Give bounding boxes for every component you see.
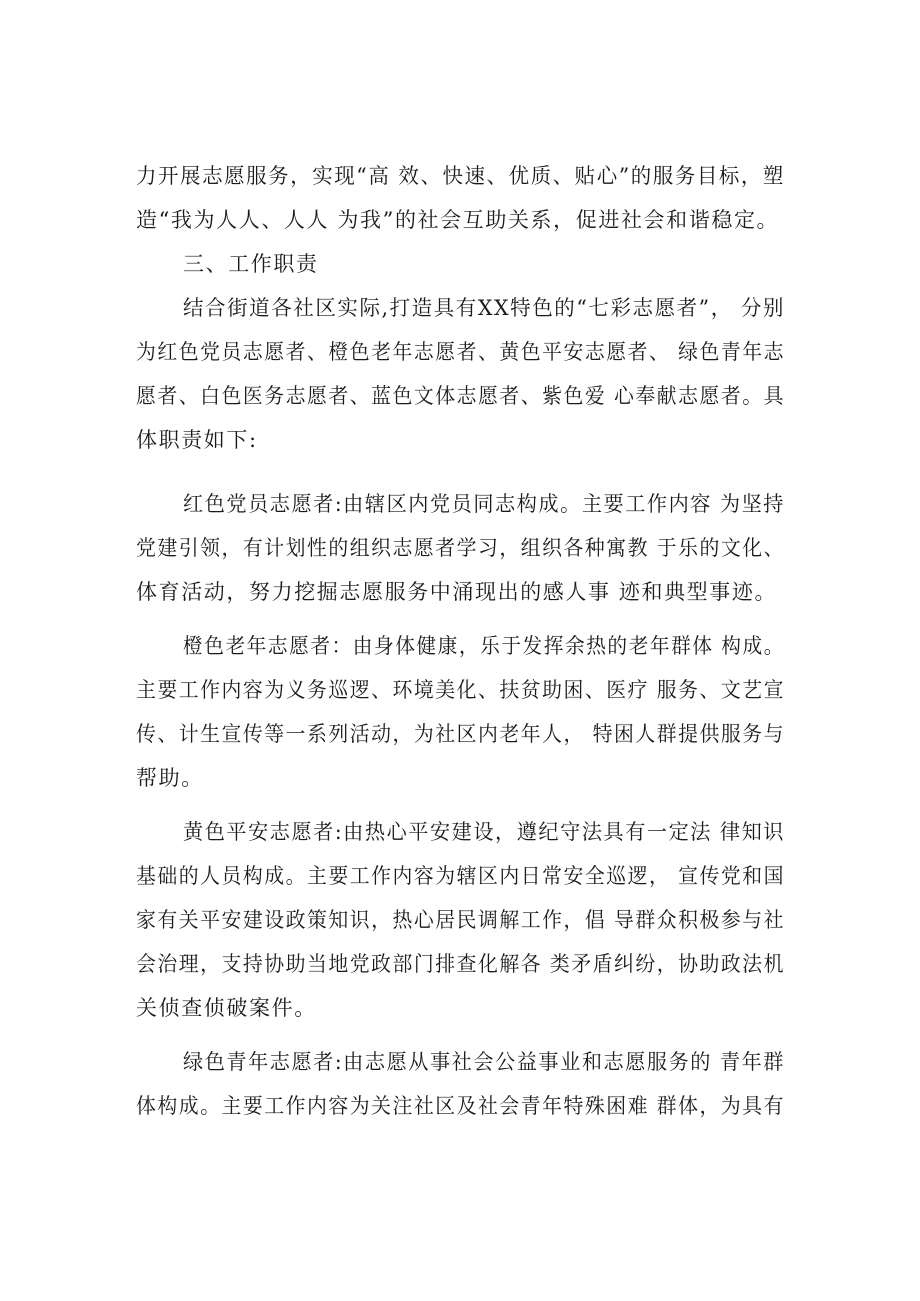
text-line: 黄色平安志愿者:由热心平安建设，遵纪守法具有一定法 律知识 [183,820,786,844]
section-heading: 三、工作职责 [183,252,319,276]
text-line: 党建引领，有计划性的组织志愿者学习，组织各种寓教 于乐的文化、 [136,536,786,560]
text-line: 为红色党员志愿者、橙色老年志愿者、黄色平安志愿者、 绿色青年志 [136,340,786,364]
text-line: 帮助。 [136,766,204,790]
text-line: 结合街道各社区实际,打造具有XX特色的“七彩志愿者”， 分别 [183,296,785,320]
text-line: 会治理，支持协助当地党政部门排查化解各 类矛盾纠纷，协助政法机 [136,952,786,976]
text-line: 力开展志愿服务，实现“高 效、快速、优质、贴心”的服务目标，塑 [136,164,785,188]
text-line: 红色党员志愿者:由辖区内党员同志构成。主要工作内容 为坚持 [183,492,786,516]
text-line: 关侦查侦破案件。 [136,996,317,1020]
text-line: 基础的人员构成。主要工作内容为辖区内日常安全巡逻， 宣传党和国 [136,864,786,888]
text-line: 体构成。主要工作内容为关注社区及社会青年特殊困难 群体，为具有 [136,1094,786,1118]
text-line: 体育活动，努力挖掘志愿服务中涌现出的感人事 迹和典型事迹。 [136,580,778,604]
text-line: 家有关平安建设政策知识，热心居民调解工作，倡 导群众积极参与社 [136,908,786,932]
text-line: 传、计生宣传等一系列活动，为社区内老年人， 特困人群提供服务与 [136,722,786,746]
text-line: 主要工作内容为义务巡逻、环境美化、扶贫助困、医疗 服务、文艺宣 [136,678,786,702]
text-line: 造“我为人人、人人 为我”的社会互助关系，促进社会和谐稳定。 [136,208,780,232]
text-line: 绿色青年志愿者:由志愿从事社会公益事业和志愿服务的 青年群 [183,1050,786,1074]
text-line: 愿者、白色医务志愿者、蓝色文体志愿者、紫色爱 心奉献志愿者。具 [136,384,786,408]
text-line: 橙色老年志愿者：由身体健康，乐于发挥余热的老年群体 构成。 [183,634,785,658]
text-line: 体职责如下: [136,428,258,452]
